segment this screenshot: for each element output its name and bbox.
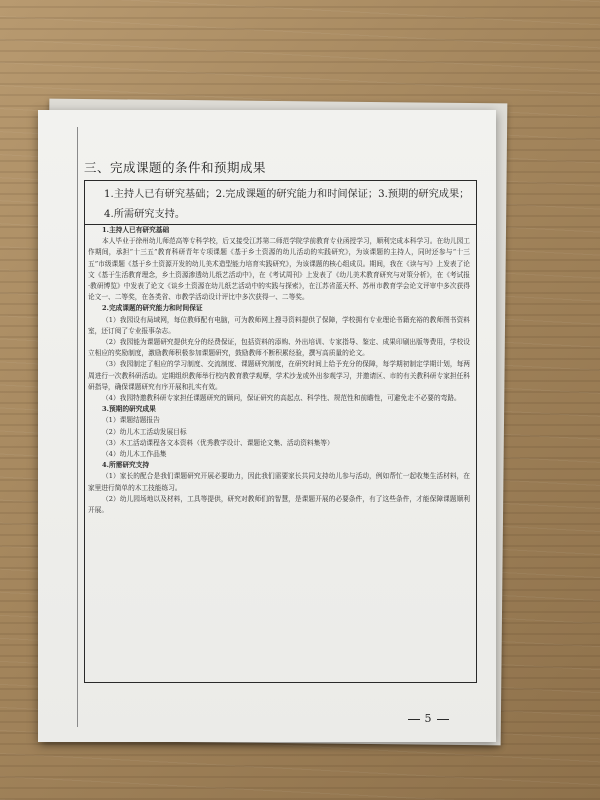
- page-number-dash: [408, 719, 420, 720]
- page-number-dash: [437, 719, 449, 720]
- binding-margin-line: [77, 127, 78, 727]
- paragraph: （1）家长的配合是我们课题研究开展必要助力，因此我们需要家长共同支持幼儿参与活动，例如帮忙一起收集生活材料，在家里进行简单的木工技能练习。: [88, 472, 470, 492]
- part-heading: 1.主持人已有研究基础: [102, 226, 170, 234]
- list-item: （1）课题结题报告: [102, 416, 160, 425]
- paragraph: （4）我园特邀教科研专家担任课题研究的顾问，保证研究的高起点、科学性、规范性和前瞻性，可避免走不必要的弯路。: [102, 394, 461, 403]
- paragraph: 本人毕业于徐州幼儿师范高等专科学校，后又接受江苏第二师范学院学前教育专业函授学习，顺利完成本科学习。在幼儿园工作期间，承担“十三五”教育科研青年专项课题《基于乡土资源的幼儿活动的实践研究》，为该课题的主持人，同时还参与“十三五”市级课题《基于乡土资源开发的幼儿美术造型能力培育实践研究》，为该课题的核心组成员。期间，我在《读与写》上发表了论文《基于生活教育理念，乡土资源渗透幼儿纸艺活动中》，在《考试周刊》上发表了《幼儿美术教育研究与对策分析》，在《考试报·教研博览》中发表了论文《谈乡土资源在幼儿纸艺活动中的实践与探索》，在江苏省蓝天杯、苏州市教育学会论文评审中多次获得论文一、二等奖，在各类省、市教学活动设计评比中多次获得一、二等奖。: [88, 237, 470, 302]
- paragraph: （1）我园设有局域网，每位教师配有电脑，可为教师网上搜寻资料提供了保障，学校拥有专业理论书籍充裕的教师图书资料室，还订阅了专业报事杂志。: [88, 315, 470, 335]
- paragraph: （3）我园制定了相应的学习制度、交流制度、课题研究制度，在研究时间上给予充分的保障，每学期初制定学期计划，每两周进行一次教科研活动。定期组织教师举行校内教育教学观摩，学术沙龙或外出参观学习，并邀请区、市的有关教科研专家担任科研指导，确保课题研究有序开展和扎实有效。: [88, 360, 470, 391]
- table-header-summary: 1.主持人已有研究基础；2.完成课题的研究能力和时间保证；3.预期的研究成果；4.所需研究支持。: [84, 180, 477, 225]
- list-item: （2）幼儿木工活动发展目标: [102, 427, 187, 436]
- list-item: （4）幼儿木工作品集: [102, 450, 167, 459]
- page-number: [408, 712, 449, 725]
- list-item: （3）木工活动课程各文本资料（优秀教学设计、课题论文集、活动资料集等）: [102, 438, 334, 447]
- paragraph: （2）我园能为课题研究提供充分的经费保证，包括资料的添购、外出培训、专家指导、鉴定、成果印刷出版等费用，学校设立相应的奖励制度，激励教师积极参加课题研究，鼓励教师不断积累经验，撰写高质量的论文。: [88, 338, 470, 358]
- section-title: 三、完成课题的条件和预期成果: [84, 160, 267, 175]
- page-number-value: 5: [424, 712, 433, 725]
- part-heading: 4.所需研究支持: [102, 461, 150, 470]
- paragraph: （2）幼儿园场地以及材料，工具等提供，研究对教师们的智慧，是课题开展的必要条件，有了这些条件，才能保障课题顺利开展。: [88, 494, 470, 515]
- part-heading: 2.完成课题的研究能力和时间保证: [102, 304, 203, 313]
- part-heading: 3.预期的研究成果: [102, 405, 156, 414]
- table-content: [88, 225, 470, 516]
